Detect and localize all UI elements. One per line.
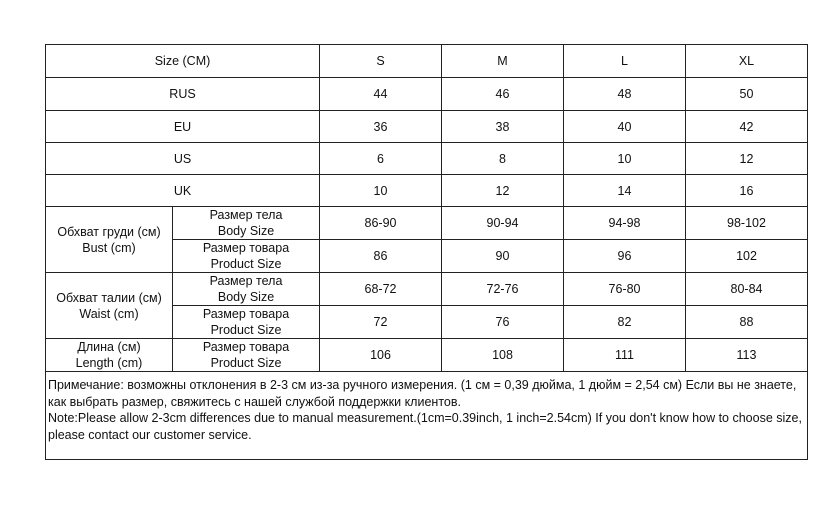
table-cell: 6 xyxy=(320,143,442,175)
table-row-length-product xyxy=(46,339,808,372)
length-label-ru: Длина (см) xyxy=(77,340,141,354)
sublabel-product-size xyxy=(173,339,320,372)
row-label-uk: UK xyxy=(46,175,320,207)
sublabel-body-size xyxy=(173,207,320,240)
table-row-rus xyxy=(46,78,808,111)
table-cell: 98-102 xyxy=(686,207,808,240)
table-cell: 82 xyxy=(564,306,686,339)
table-cell: 12 xyxy=(686,143,808,175)
table-cell: 76 xyxy=(442,306,564,339)
table-cell: 80-84 xyxy=(686,273,808,306)
note-text-en: Note:Please allow 2-3cm differences due to manual measurement.(1cm=0.39inch, 1 inch=2.54cm) If you don't know how to choose size, please contact our customer service. xyxy=(48,411,802,442)
table-cell: 86 xyxy=(320,240,442,273)
table-row-note xyxy=(46,372,808,460)
table-cell: 102 xyxy=(686,240,808,273)
sublabel-en: Body Size xyxy=(217,290,275,304)
sublabel-product-size xyxy=(173,240,320,273)
table-cell: 48 xyxy=(564,78,686,111)
table-cell: 72-76 xyxy=(442,273,564,306)
measurement-note xyxy=(46,372,808,460)
table-cell: 46 xyxy=(442,78,564,111)
table-cell: 10 xyxy=(564,143,686,175)
row-label-us: US xyxy=(46,143,320,175)
sublabel-ru: Размер тела xyxy=(209,274,283,288)
table-cell: 86-90 xyxy=(320,207,442,240)
sublabel-body-size xyxy=(173,273,320,306)
table-cell: 40 xyxy=(564,111,686,143)
row-label-waist xyxy=(46,273,173,339)
table-cell: 111 xyxy=(564,339,686,372)
row-label-length xyxy=(46,339,173,372)
table-cell: 68-72 xyxy=(320,273,442,306)
row-label-eu: EU xyxy=(46,111,320,143)
table-header-row xyxy=(46,45,808,78)
table-cell: 14 xyxy=(564,175,686,207)
sublabel-ru: Размер товара xyxy=(202,307,290,321)
row-label-bust xyxy=(46,207,173,273)
table-cell: 38 xyxy=(442,111,564,143)
table-cell: 36 xyxy=(320,111,442,143)
table-row-us xyxy=(46,143,808,175)
table-cell: 8 xyxy=(442,143,564,175)
table-cell: 16 xyxy=(686,175,808,207)
table-row-uk xyxy=(46,175,808,207)
table-cell: 96 xyxy=(564,240,686,273)
row-label-rus: RUS xyxy=(46,78,320,111)
table-cell: 113 xyxy=(686,339,808,372)
waist-label-ru: Обхват талии (см) xyxy=(56,290,162,305)
table-cell: 42 xyxy=(686,111,808,143)
size-header-label: Size (CM) xyxy=(46,45,320,78)
length-label-en: Length (cm) xyxy=(75,356,143,370)
table-cell: 44 xyxy=(320,78,442,111)
table-cell: 72 xyxy=(320,306,442,339)
table-cell: 76-80 xyxy=(564,273,686,306)
size-chart-table xyxy=(45,44,808,460)
sublabel-en: Product Size xyxy=(210,257,282,271)
table-row-waist-body xyxy=(46,273,808,306)
size-header-s: S xyxy=(320,45,442,78)
table-cell: 94-98 xyxy=(564,207,686,240)
table-cell: 12 xyxy=(442,175,564,207)
bust-label-ru: Обхват груди (см) xyxy=(57,224,161,239)
sublabel-ru: Размер товара xyxy=(202,340,290,354)
size-header-l: L xyxy=(564,45,686,78)
table-row-eu xyxy=(46,111,808,143)
table-cell: 108 xyxy=(442,339,564,372)
table-cell: 90-94 xyxy=(442,207,564,240)
table-cell: 88 xyxy=(686,306,808,339)
table-cell: 90 xyxy=(442,240,564,273)
waist-label-en: Waist (cm) xyxy=(79,306,139,321)
table-cell: 50 xyxy=(686,78,808,111)
sublabel-ru: Размер тела xyxy=(209,208,283,222)
table-cell: 106 xyxy=(320,339,442,372)
sublabel-ru: Размер товара xyxy=(202,241,290,255)
note-text-ru: Примечание: возможны отклонения в 2-3 см из-за ручного измерения. (1 см = 0,39 дюйма, 1 дюйм = 2,54 см) Если вы не знаете, как выбрать размер, свяжитесь с нашей службой поддержки клиентов. xyxy=(48,378,797,409)
table-row-bust-body xyxy=(46,207,808,240)
table-cell: 10 xyxy=(320,175,442,207)
sublabel-en: Body Size xyxy=(217,224,275,238)
sublabel-en: Product Size xyxy=(210,323,282,337)
sublabel-en: Product Size xyxy=(210,356,282,370)
size-header-xl: XL xyxy=(686,45,808,78)
bust-label-en: Bust (cm) xyxy=(82,240,136,255)
size-header-m: M xyxy=(442,45,564,78)
sublabel-product-size xyxy=(173,306,320,339)
